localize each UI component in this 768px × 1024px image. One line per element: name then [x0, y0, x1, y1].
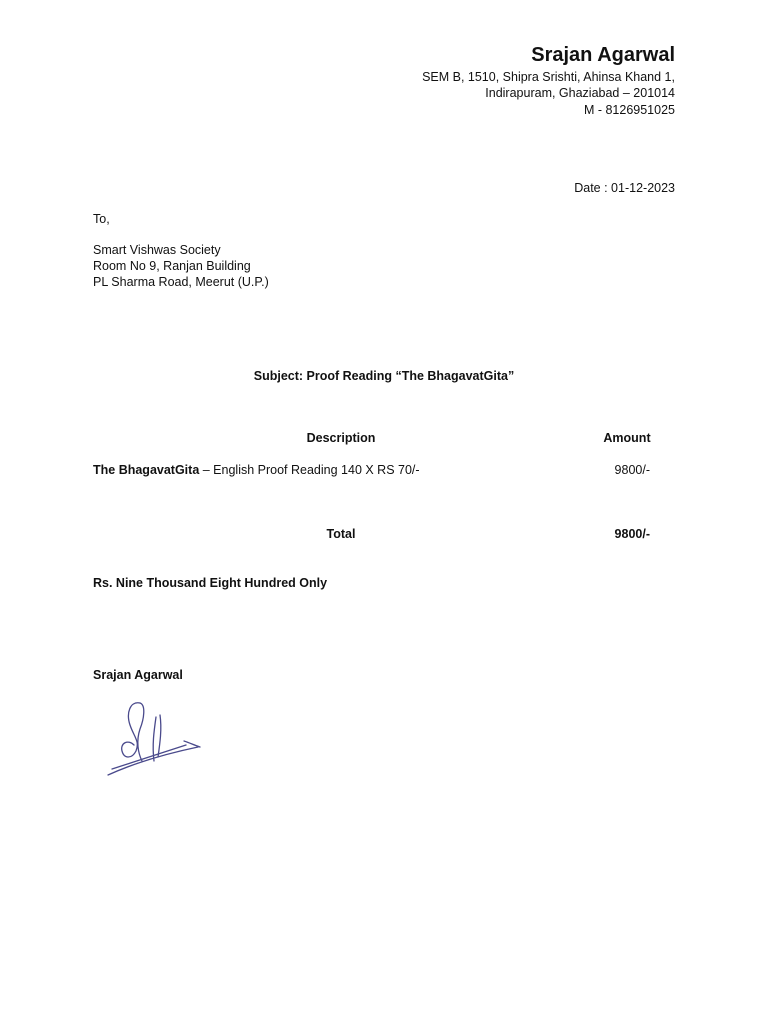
item-title: The BhagavatGita [93, 463, 200, 477]
sender-address-line1: SEM B, 1510, Shipra Srishti, Ahinsa Khand 1, [422, 70, 675, 84]
subject-line: Subject: Proof Reading “The BhagavatGita” [253, 369, 515, 383]
sender-name: Srajan Agarwal [531, 44, 675, 66]
item-amount: 9800/- [614, 463, 650, 477]
recipient-line2: Room No 9, Ranjan Building [93, 259, 251, 273]
salutation: To, [93, 212, 110, 226]
total-label: Total [326, 527, 356, 541]
description-header: Description [306, 431, 376, 445]
recipient-line1: Smart Vishwas Society [93, 243, 221, 257]
item-detail: – English Proof Reading 140 X RS 70/- [199, 463, 420, 477]
amount-header: Amount [603, 431, 651, 445]
amount-in-words: Rs. Nine Thousand Eight Hundred Only [93, 576, 328, 590]
sender-phone: M - 8126951025 [583, 103, 675, 117]
recipient-line3: PL Sharma Road, Meerut (U.P.) [93, 275, 269, 289]
letter-date: Date : 01-12-2023 [574, 181, 675, 195]
signatory-name: Srajan Agarwal [93, 668, 183, 682]
total-amount: 9800/- [614, 527, 650, 541]
sender-address-line2: Indirapuram, Ghaziabad – 201014 [485, 86, 675, 100]
signature-image [100, 695, 210, 785]
item-description [93, 462, 420, 478]
